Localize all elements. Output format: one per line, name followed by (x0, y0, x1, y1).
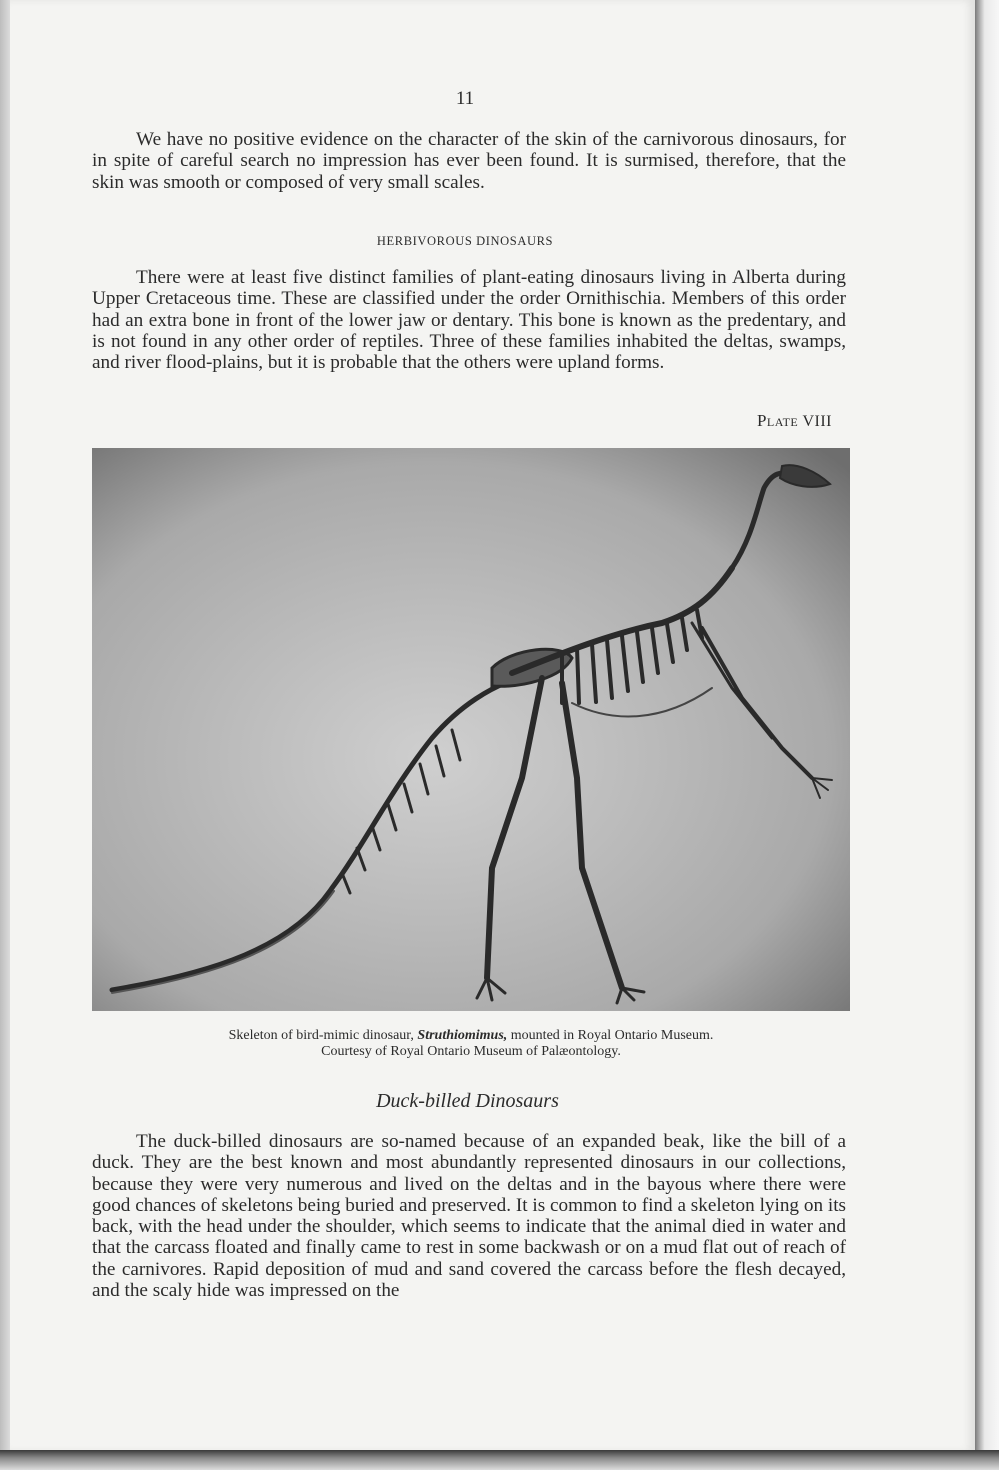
section-heading-herbivorous: HERBIVOROUS DINOSAURS (376, 234, 554, 248)
caption-species: Struthiomimus, (417, 1028, 508, 1043)
figure-caption (92, 1028, 850, 1060)
paragraph-herbivorous: There were at least five distinct families of plant-eating dinosaurs living in Alberta during Upper Cretaceous time. These are classified under the order Ornithischia. Members of this order had an extra bone in front of the lower jaw or dentary. This bone is known as the predentary, and is not found in any other order of reptiles. Three of these families inhabited the deltas, swamps, and river flood-plains, but it is probable that the others were upland forms. (92, 267, 846, 374)
page-number: 11 (455, 88, 475, 109)
caption-text-2: mounted in Royal Ontario Museum. (507, 1028, 714, 1043)
caption-text-1: Skeleton of bird-mimic dinosaur, (228, 1028, 418, 1043)
caption-credit: Courtesy of Royal Ontario Museum of Palæontology. (321, 1043, 621, 1059)
page-edge-right (975, 0, 999, 1470)
skeleton-photograph (92, 448, 850, 1011)
photo-background (92, 448, 850, 1011)
page-edge-bottom (0, 1450, 999, 1470)
plate-numeral: VIII (802, 413, 832, 430)
paragraph-duck-billed: The duck-billed dinosaurs are so-named because of an expanded beak, like the bill of a duck. They are the best known and most abundantly represented dinosaurs in our collections, because they were very numerous and lived on the deltas and in the bayous where there were good chances of skeletons being buried and preserved. It is common to find a skeleton lying on its back, with the head under the shoulder, which seems to indicate that the animal died in water and that the carcass floated and finally came to rest in some backwash or on a mud flat out of reach of the carnivores. Rapid deposition of mud and sand covered the carcass before the flesh decayed, and the scaly hide was impressed on the (92, 1131, 846, 1302)
plate-word: Plate (756, 411, 799, 430)
paragraph-skin: We have no positive evidence on the character of the skin of the carnivorous dinosaurs, for in spite of careful search no impression has ever been found. It is surmised, therefore, that the skin was smooth or composed of very small scales. (92, 129, 846, 193)
section-heading-duck-billed: Duck-billed Dinosaurs (376, 1090, 559, 1112)
plate-label (700, 411, 832, 431)
